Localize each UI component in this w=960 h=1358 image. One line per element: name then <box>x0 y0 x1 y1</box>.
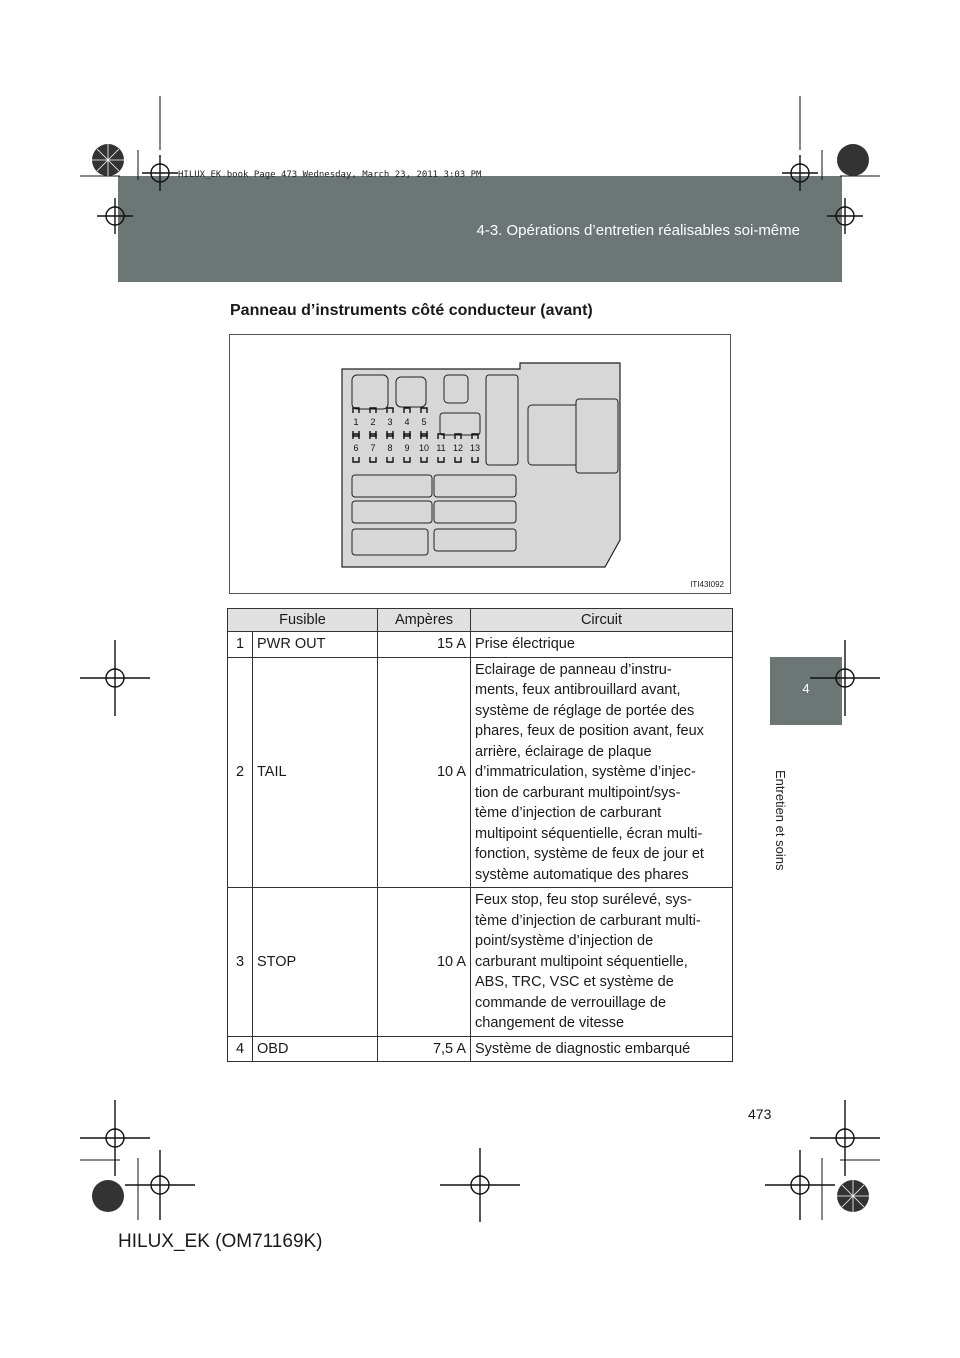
cell-circuit: Système de diagnostic embarqué <box>471 1036 733 1062</box>
fuse-box-figure <box>229 334 731 594</box>
fuse-box-diagram <box>230 335 730 593</box>
cell-fuse: STOP <box>253 888 378 1037</box>
cell-num: 1 <box>228 632 253 658</box>
fuse-table-body <box>228 632 733 1062</box>
fuse-label-2: 2 <box>370 417 376 427</box>
cell-amp: 10 A <box>378 657 471 888</box>
cell-num: 3 <box>228 888 253 1037</box>
page-number: 473 <box>748 1106 772 1122</box>
section-title: Panneau d’instruments côté conducteur (avant) <box>230 302 593 319</box>
chapter-tab-number: 4 <box>802 681 810 696</box>
fuse-label-9: 9 <box>404 443 410 453</box>
cell-num: 2 <box>228 657 253 888</box>
table-header-row <box>228 609 733 632</box>
table-row <box>228 1036 733 1062</box>
header-fuse: Fusible <box>228 609 378 632</box>
table-row <box>228 632 733 658</box>
fuse-label-5: 5 <box>421 417 427 427</box>
fuse-label-3: 3 <box>387 417 393 427</box>
table-row <box>228 888 733 1037</box>
cell-amp: 15 A <box>378 632 471 658</box>
fuse-label-11: 11 <box>436 443 446 453</box>
book-info-stamp: HILUX_EK.book Page 473 Wednesday, March 23, 2011 3:03 PM <box>178 170 482 180</box>
fuse-label-8: 8 <box>387 443 393 453</box>
fuse-label-6: 6 <box>353 443 359 453</box>
fuse-label-4: 4 <box>404 417 410 427</box>
header-amperes: Ampères <box>378 609 471 632</box>
chapter-side-label <box>773 770 812 890</box>
fuse-table <box>227 608 733 1062</box>
fuse-label-10: 10 <box>418 443 430 453</box>
cell-fuse: TAIL <box>253 657 378 888</box>
header-circuit: Circuit <box>471 609 733 632</box>
fuse-label-13: 13 <box>469 443 481 453</box>
cell-circuit: Prise électrique <box>471 632 733 658</box>
figure-code: ITI43I092 <box>690 580 724 589</box>
cell-amp: 7,5 A <box>378 1036 471 1062</box>
chapter-tab[interactable] <box>770 657 842 725</box>
fuse-label-7: 7 <box>370 443 376 453</box>
model-code: HILUX_EK (OM71169K) <box>118 1231 323 1252</box>
cell-fuse: PWR OUT <box>253 632 378 658</box>
chapter-side-label-text: Entretien et soins <box>773 770 788 871</box>
cell-circuit: Eclairage de panneau d’instru- ments, feux antibrouillard avant, système de réglage de portée des phares, feux de position avant, feux arrière, éclairage de plaque d’immatriculation, système d’injec- tion de carburant multipoint/sys- tème d’injection de carburant multipoint séquentielle, écran multi- fonction, système de feux de jour et système automatique des phares <box>471 657 733 888</box>
fuse-label-1: 1 <box>353 417 359 427</box>
cell-num: 4 <box>228 1036 253 1062</box>
section-header-title: 4-3. Opérations d’entretien réalisables soi-même <box>476 222 800 239</box>
table-row <box>228 657 733 888</box>
cell-amp: 10 A <box>378 888 471 1037</box>
fuse-label-12: 12 <box>452 443 464 453</box>
cell-circuit: Feux stop, feu stop surélevé, sys- tème d’injection de carburant multi- point/système d’injection de carburant multipoint séquentielle, ABS, TRC, VSC et système de commande de verrouillage de changement de vitesse <box>471 888 733 1037</box>
cell-fuse: OBD <box>253 1036 378 1062</box>
